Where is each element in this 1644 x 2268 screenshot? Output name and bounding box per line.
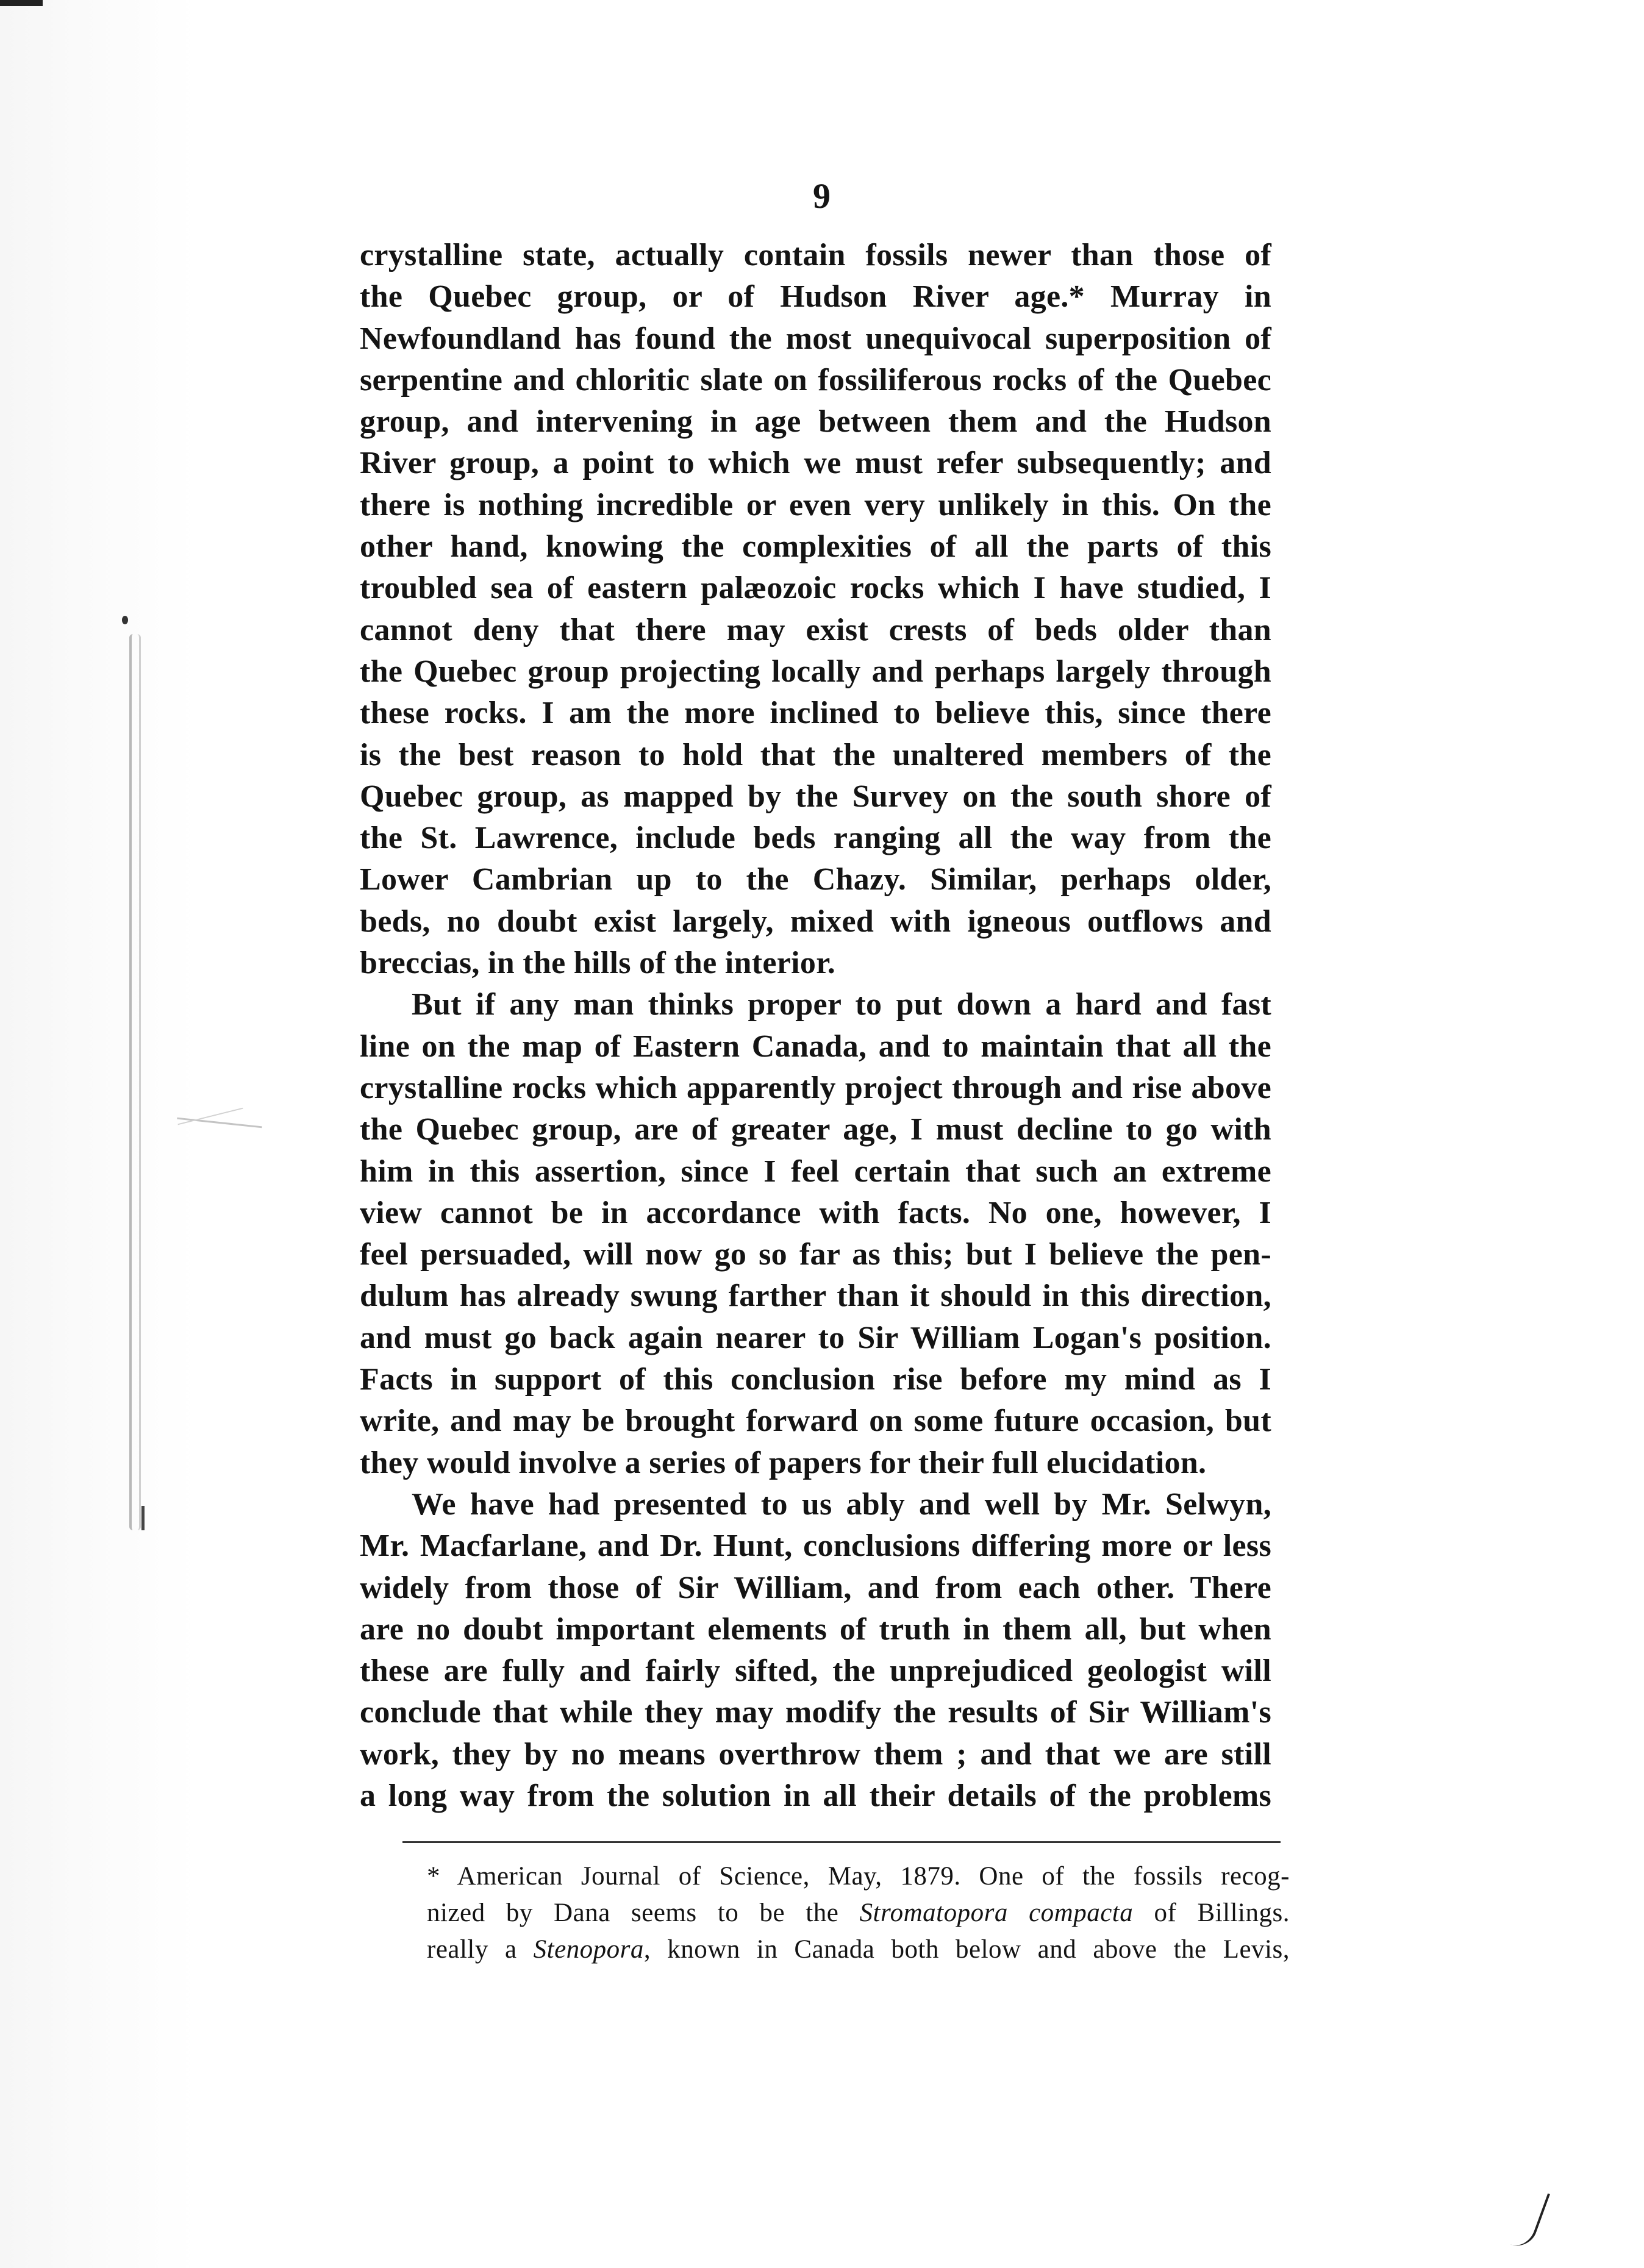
text-line: widely from those of Sir William, and from each other. There: [360, 1570, 1271, 1605]
binding-stitch: [177, 1118, 262, 1129]
binding-thread: [129, 634, 141, 1530]
footnote-line: [427, 1895, 1290, 1931]
footnote-genus-name: Stenopora: [533, 1935, 644, 1964]
text-line: serpentine and chloritic slate on fossiliferous rocks of the Quebec: [360, 362, 1271, 398]
text-line: is the best reason to hold that the unaltered members of the: [360, 737, 1271, 772]
text-line: the Quebec group projecting locally and perhaps largely through: [360, 654, 1271, 689]
text-line: River group, a point to which we must refer subsequently; and: [360, 446, 1271, 481]
scan-corner-mark: [1510, 2187, 1550, 2252]
footnote: [427, 1858, 1290, 1968]
text-line: Lower Cambrian up to the Chazy. Similar, perhaps older,: [360, 862, 1271, 897]
text-line: a long way from the solution in all their details of the problems: [360, 1778, 1271, 1813]
text-line: troubled sea of eastern palæozoic rocks which I have studied, I: [360, 571, 1271, 606]
text-line: are no doubt important elements of truth in them all, but when: [360, 1611, 1271, 1647]
body-text: [360, 235, 1271, 1817]
footnote-text: nized by Dana seems to be the: [427, 1899, 860, 1927]
text-line: Newfoundland has found the most unequivocal superposition of: [360, 321, 1271, 356]
footnote-line: [427, 1931, 1290, 1968]
text-line: crystalline state, actually contain fossils newer than those of: [360, 238, 1271, 273]
footnote-text: of Billings.: [1133, 1899, 1290, 1927]
text-line: work, they by no means overthrow them ; and that we are still: [360, 1736, 1271, 1772]
text-line: him in this assertion, since I feel certain that such an extreme: [360, 1154, 1271, 1189]
text-line: beds, no doubt exist largely, mixed with igneous outflows and: [360, 904, 1271, 939]
text-line: and must go back again nearer to Sir William Logan's position.: [360, 1320, 1271, 1355]
footnote-text: , known in Canada both below and above the Levis,: [643, 1935, 1290, 1964]
page-number: 9: [813, 176, 831, 216]
text-line: We have had presented to us ably and well by Mr. Selwyn,: [412, 1486, 1271, 1522]
text-line: But if any man thinks proper to put down a hard and fast: [412, 987, 1271, 1022]
footnote-text: * American Journal of Science, May, 1879. One of the fossils recog-: [427, 1862, 1290, 1891]
text-line: Mr. Macfarlane, and Dr. Hunt, conclusions differing more or less: [360, 1528, 1271, 1564]
text-line: Quebec group, as mapped by the Survey on the south shore of: [360, 779, 1271, 814]
text-line: view cannot be in accordance with facts. No one, however, I: [360, 1195, 1271, 1230]
scan-edge-mark: [0, 0, 43, 6]
text-line: other hand, knowing the complexities of all the parts of this: [360, 529, 1271, 565]
text-line: the Quebec group, or of Hudson River age.* Murray in: [360, 279, 1271, 315]
text-line: Facts in support of this conclusion rise before my mind as I: [360, 1362, 1271, 1397]
text-line: breccias, in the hills of the interior.: [360, 946, 836, 981]
binding-tick: [141, 1506, 145, 1530]
text-line: crystalline rocks which apparently project through and rise above: [360, 1070, 1271, 1105]
text-line: the Quebec group, are of greater age, I must decline to go with: [360, 1112, 1271, 1147]
text-line: they would involve a series of papers for their full elucidation.: [360, 1445, 1207, 1480]
text-line: the St. Lawrence, include beds ranging all the way from the: [360, 821, 1271, 856]
binding-dot: [122, 616, 128, 624]
text-line: there is nothing incredible or even very unlikely in this. On the: [360, 487, 1271, 522]
text-line: cannot deny that there may exist crests of beds older than: [360, 612, 1271, 647]
text-line: write, and may be brought forward on some future occasion, but: [360, 1403, 1271, 1439]
text-line: dulum has already swung farther than it should in this direction,: [360, 1278, 1271, 1314]
footnote-species-name: Stromatopora compacta: [859, 1899, 1134, 1927]
text-line: line on the map of Eastern Canada, and to maintain that all the: [360, 1029, 1271, 1064]
text-line: group, and intervening in age between them and the Hudson: [360, 404, 1271, 440]
text-line: feel persuaded, will now go so far as this; but I believe the pen-: [360, 1237, 1271, 1272]
footnote-text: really a: [427, 1935, 534, 1964]
footnote-line: [427, 1858, 1290, 1895]
footnote-rule: [402, 1841, 1281, 1843]
text-line: these rocks. I am the more inclined to believe this, since there: [360, 696, 1271, 731]
text-line: conclude that while they may modify the results of Sir William's: [360, 1695, 1271, 1730]
text-line: these are fully and fairly sifted, the unprejudiced geologist will: [360, 1653, 1271, 1689]
